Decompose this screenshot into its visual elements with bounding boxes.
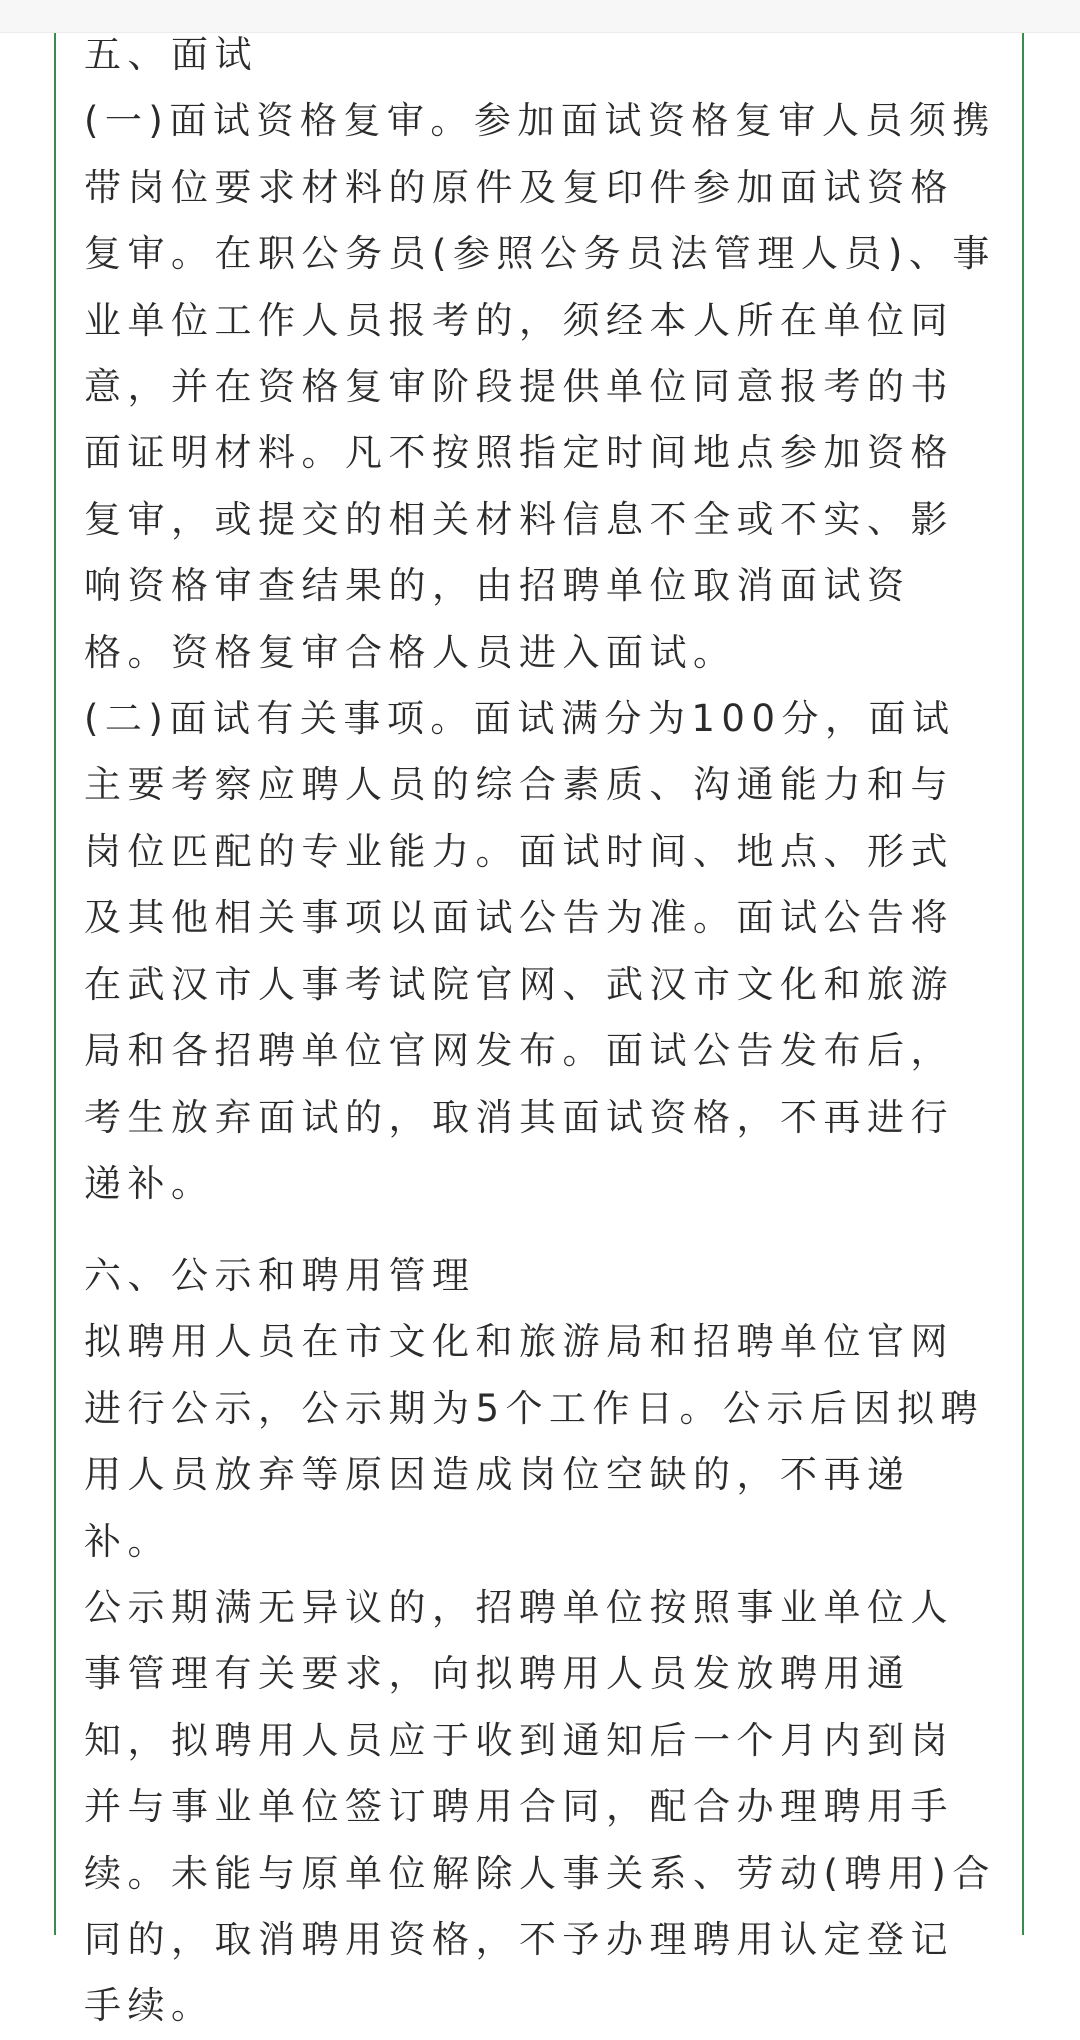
section-interview	[84, 22, 996, 1217]
section-heading-interview: 五、面试	[84, 33, 258, 76]
section-heading-publicity: 六、公示和聘用管理	[84, 1254, 476, 1297]
section-publicity-employment	[84, 1243, 996, 2040]
paragraph-qualification-review: (一)面试资格复审。参加面试资格复审人员须携带岗位要求材料的原件及复印件参加面试资格复审。在职公务员(参照公务员法管理人员)、事业单位工作人员报考的，须经本人所在单位同意，并在资格复审阶段提供单位同意报考的书面证明材料。凡不按照指定时间地点参加资格复审，或提交的相关材料信息不全或不实、影响资格审查结果的，由招聘单位取消面试资格。资格复审合格人员进入面试。	[84, 99, 996, 674]
paragraph-interview-matters: (二)面试有关事项。面试满分为100分，面试主要考察应聘人员的综合素质、沟通能力和与岗位匹配的专业能力。面试时间、地点、形式及其他相关事项以面试公告为准。面试公告将在武汉市人事考试院官网、武汉市文化和旅游局和各招聘单位官网发布。面试公告发布后，考生放弃面试的，取消其面试资格，不再进行递补。	[84, 697, 956, 1205]
paragraph-employment: 公示期满无异议的，招聘单位按照事业单位人事管理有关要求，向拟聘用人员发放聘用通知，拟聘用人员应于收到通知后一个月内到岗并与事业单位签订聘用合同，配合办理聘用手续。未能与原单位解除人事关系、劳动(聘用)合同的，取消聘用资格，不予办理聘用认定登记手续。	[84, 1586, 996, 2028]
paragraph-publicity: 拟聘用人员在市文化和旅游局和招聘单位官网进行公示，公示期为5个工作日。公示后因拟聘用人员放弃等原因造成岗位空缺的，不再递补。	[84, 1320, 985, 1563]
